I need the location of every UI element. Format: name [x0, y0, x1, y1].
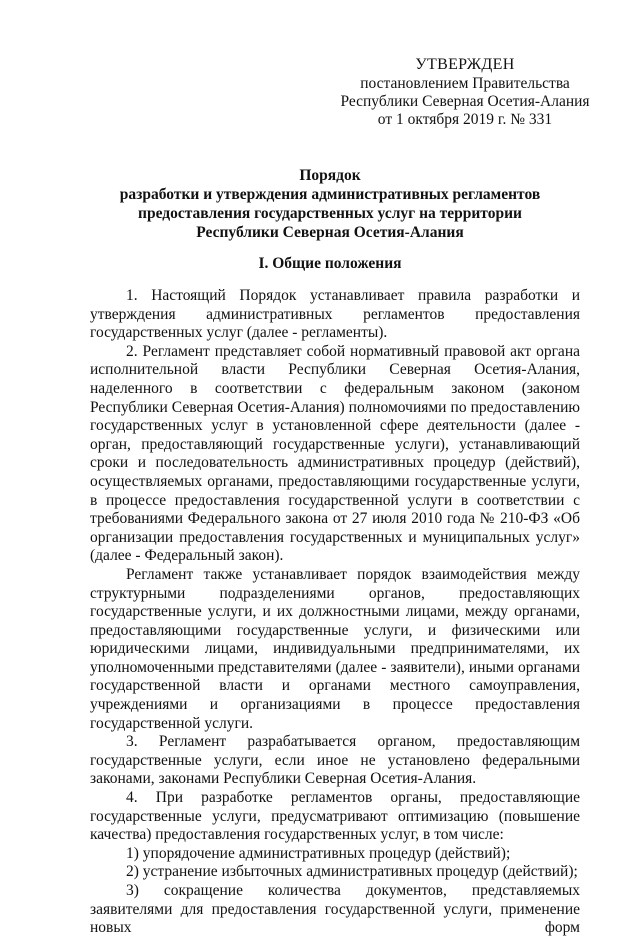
approval-line-1: постановлением Правительства [360, 75, 570, 92]
approval-block [330, 56, 600, 129]
approval-line-3: от 1 октября 2019 г. № 331 [377, 111, 553, 128]
paragraph-2: 2. Регламент представляет собой нормативный правовой акт органа исполнительной власти Республики Северная Осетия-Алания, наделенного в соответствии с федеральным законом (законом Республики Северная Осетия-Алания) полномочиями по предоставлению государственных услуг в установленной сфере деятельности (далее - орган, предоставляющий государственные услуги), устанавливающий сроки и последовательность административных процедур (действий), осуществляемых органами, предоставляющими государственные услуги, в процессе предоставления государственной услуги в соответствии с требованиями Федерального закона от 27 июля 2010 года № 210-ФЗ «Об организации предоставления государственных и муниципальных услуг» (далее - Федеральный закон). [90, 342, 580, 565]
document-title-line-1: Порядок [299, 167, 361, 184]
approval-title: УТВЕРЖДЕН [415, 56, 515, 73]
section-heading: I. Общие положения [258, 255, 402, 272]
approval-line-2: Республики Северная Осетия-Алания [340, 93, 590, 110]
document-title [80, 166, 580, 242]
document-title-line-3: предоставления государственных услуг на территории [138, 205, 522, 222]
paragraph-3: Регламент также устанавливает порядок взаимодействия между структурными подразделениями органов, предоставляющих государственные услуги, и их должностными лицами, между органами, предоставляющими государственные услуги, и физическими или юридическими лицами, индивидуальными предпринимателями, их уполномоченными представителями (далее - заявители), иными органами государственной власти и органами местного самоуправления, учреждениями и организациями в процессе предоставления государственной услуги. [90, 565, 580, 732]
paragraph-1: 1. Настоящий Порядок устанавливает правила разработки и утверждения административных регламентов предоставления государственных услуг (далее - регламенты). [90, 287, 580, 342]
paragraph-5: 4. При разработке регламентов органы, предоставляющие государственные услуги, предусматривают оптимизацию (повышение качества) предоставления государственных услуг, в том числе: [90, 789, 580, 844]
document-body [90, 287, 580, 938]
document-title-line-4: Республики Северная Осетия-Алания [196, 224, 464, 241]
list-item-1: 1) упорядочение административных процедур (действий); [126, 844, 511, 862]
list-item-3: 3) сокращение количества документов, представляемых заявителями для предоставления государственной услуги, применение новых форм [90, 882, 580, 937]
list-item-2: 2) устранение избыточных административных процедур (действий); [126, 863, 578, 881]
paragraph-4: 3. Регламент разрабатывается органом, предоставляющим государственные услуги, если иное не установлено федеральными законами, законами Республики Северная Осетия-Алания. [90, 733, 580, 788]
document-title-line-2: разработки и утверждения административных регламентов [119, 186, 541, 203]
